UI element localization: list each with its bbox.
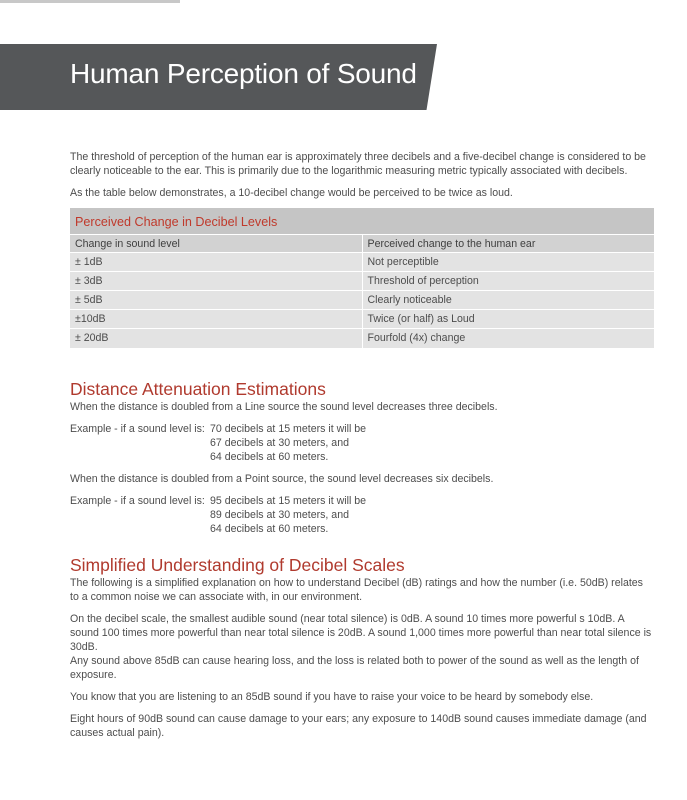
scales-paragraph-4: Eight hours of 90dB sound can cause damage to your ears; any exposure to 140dB sound causes immediate damage (and causes actual pain).: [70, 712, 647, 739]
table-row: [70, 310, 654, 329]
table-cell: ± 20dB: [70, 329, 362, 348]
page-content: [70, 150, 654, 740]
page-title: Human Perception of Sound: [70, 58, 417, 89]
table-title: Perceived Change in Decibel Levels: [70, 208, 654, 234]
table-cell: Threshold of perception: [362, 272, 654, 291]
table-cell: Twice (or half) as Loud: [362, 310, 654, 329]
example-line: 64 decibels at 60 meters.: [210, 522, 329, 535]
example-label: Example - if a sound level is:: [70, 494, 205, 507]
table-cell: Fourfold (4x) change: [362, 329, 654, 348]
table-row: [70, 329, 654, 348]
example-line: 89 decibels at 30 meters, and: [210, 508, 349, 521]
table-cell: ±10dB: [70, 310, 362, 329]
table-header-row: [70, 235, 654, 253]
table-cell: Not perceptible: [362, 253, 654, 272]
scales-paragraph-2b: Any sound above 85dB can cause hearing loss, and the loss is related both to power of the sound as well as the length of exposure.: [70, 654, 639, 681]
table-cell: ± 1dB: [70, 253, 362, 272]
table-row: [70, 253, 654, 272]
scales-paragraph-2a: On the decibel scale, the smallest audible sound (near total silence) is 0dB. A sound 10 times more powerful s 10dB. A sound 100 times more powerful than near total silence is 20dB. A sound 1,000 times more powerful than near total silence is 30dB.: [70, 612, 652, 653]
distance-heading: Distance Attenuation Estimations: [70, 378, 326, 399]
table-cell: Clearly noticeable: [362, 291, 654, 310]
table-cell: ± 3dB: [70, 272, 362, 291]
table-row: [70, 291, 654, 310]
header-perceived: Perceived change to the human ear: [362, 235, 654, 253]
header-change: Change in sound level: [70, 235, 362, 253]
example-line: 67 decibels at 30 meters, and: [210, 436, 349, 449]
example-line: 70 decibels at 15 meters it will be: [210, 422, 367, 435]
scales-paragraph-3: You know that you are listening to an 85dB sound if you have to raise your voice to be heard by somebody else.: [70, 690, 594, 703]
decibel-table: [70, 208, 654, 348]
example-line: 64 decibels at 60 meters.: [210, 450, 329, 463]
example-line: 95 decibels at 15 meters it will be: [210, 494, 367, 507]
line-source-example: [70, 422, 654, 464]
table-row: [70, 272, 654, 291]
example-label: Example - if a sound level is:: [70, 422, 205, 435]
intro-paragraph-1: The threshold of perception of the human ear is approximately three decibels and a five-decibel change is considered to be clearly noticeable to the ear. This is primarily due to the logarithmic measuring metric typically associated with decibels.: [70, 151, 646, 177]
point-source-example: [70, 494, 654, 536]
scales-heading: Simplified Understanding of Decibel Scales: [70, 554, 405, 575]
line-source-text: When the distance is doubled from a Line source the sound level decreases three decibels.: [70, 400, 498, 413]
point-source-text: When the distance is doubled from a Point source, the sound level decreases six decibels.: [70, 472, 494, 485]
table-cell: ± 5dB: [70, 291, 362, 310]
scales-paragraph-1: The following is a simplified explanation on how to understand Decibel (dB) ratings and how the number (i.e. 50dB) relates to a common noise we can associate with, in our environment.: [70, 576, 643, 603]
intro-paragraph-2: As the table below demonstrates, a 10-decibel change would be perceived to be twice as loud.: [70, 187, 513, 199]
top-rule: [0, 0, 180, 3]
